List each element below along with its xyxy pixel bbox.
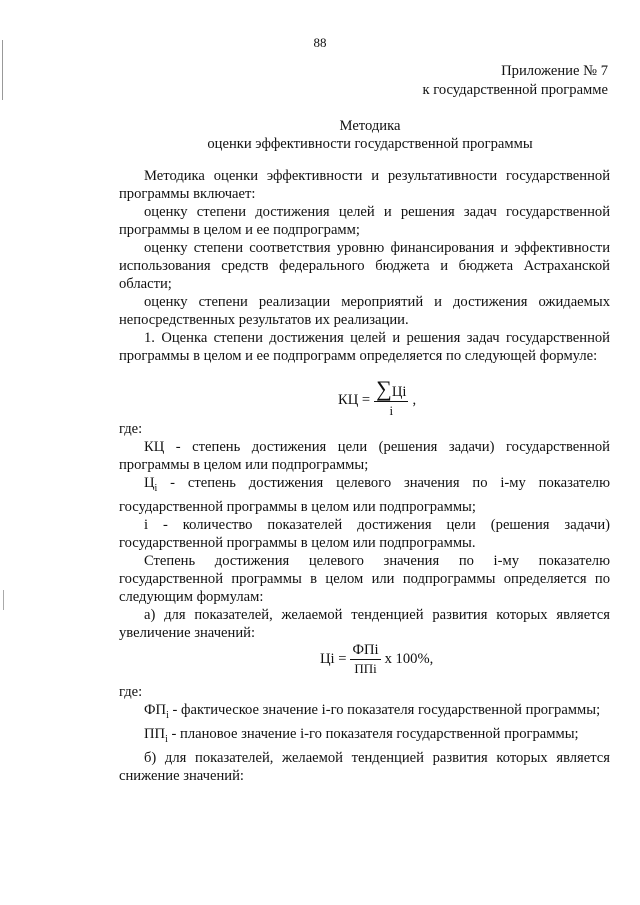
list-item: оценку степени соответствия уровню финансирования и эффективности использования средств федерального бюджета и бюджета Астраханской области;: [119, 240, 610, 292]
appendix-label: Приложение № 7: [501, 63, 608, 79]
scan-edge-mark: [2, 40, 3, 100]
formula-numerator: Цi: [391, 384, 407, 400]
definition-ci: $Ц_i$ - степень достижения целевого значения по i-му показателю государственной программы в целом или подпрограммы;: [119, 475, 610, 515]
definition-kc: КЦ - степень достижения цели (решения задачи) государственной программы в целом или подпрограммы;: [119, 439, 610, 473]
list-item: оценку степени достижения целей и решения задач государственной программы в целом и ее подпрограмм;: [119, 204, 610, 238]
intro-paragraph: Методика оценки эффективности и результативности государственной программы включает:: [119, 168, 610, 202]
paragraph-2: Степень достижения целевого значения по i-му показателю государственной программы в целом или подпрограммы определяется по следующим формулам:: [119, 552, 610, 605]
formula-tail: x 100%,: [384, 651, 434, 667]
formula-numerator: ФПi: [352, 642, 379, 658]
page-number: 88: [313, 35, 327, 50]
definition-pp: $ПП_i$ - плановое значение i-го показателя государственной программы;: [144, 725, 579, 745]
formula-denominator: ППi: [354, 661, 377, 676]
formula-fraction: [374, 376, 408, 420]
formula-lhs: КЦ =: [338, 391, 371, 408]
section-intro: [119, 167, 610, 365]
paragraph-a: а) для показателей, желаемой тенденцией развития которых является увеличение значений:: [119, 606, 610, 641]
paragraph-1: 1. Оценка степени достижения целей и решения задач государственной программы в целом и ее подпрограмм определяется по следующей формуле:: [119, 330, 610, 364]
formula-ci: [320, 641, 433, 678]
where-label: где:: [119, 421, 143, 437]
formula-denominator: i: [389, 403, 394, 418]
definition-i: i - количество показателей достижения цели (решения задачи) государственной программы в целом или подпрограммы.: [119, 516, 610, 551]
paragraph-b: б) для показателей, желаемой тенденцией развития которых является снижение значений:: [119, 749, 610, 784]
formula-tail: ,: [412, 391, 417, 408]
formula-lhs: Цi =: [320, 651, 347, 667]
section-definitions: [119, 420, 610, 642]
definition-fp: $ФП_i$ - фактическое значение i-го показателя государственной программы;: [144, 702, 601, 721]
document-title: Методика: [339, 118, 401, 134]
document-subtitle: оценки эффективности государственной программы: [207, 136, 533, 152]
formula-fraction: [350, 641, 380, 678]
scan-edge-mark: [3, 590, 4, 610]
appendix-subtitle: к государственной программе: [422, 82, 608, 98]
formula-kc: [338, 376, 417, 420]
sigma-symbol: ∑: [376, 376, 392, 401]
section-definitions-2: [119, 683, 610, 785]
where-label: где:: [119, 684, 143, 700]
list-item: оценку степени реализации мероприятий и достижения ожидаемых непосредственных результатов их реализации.: [119, 294, 610, 328]
